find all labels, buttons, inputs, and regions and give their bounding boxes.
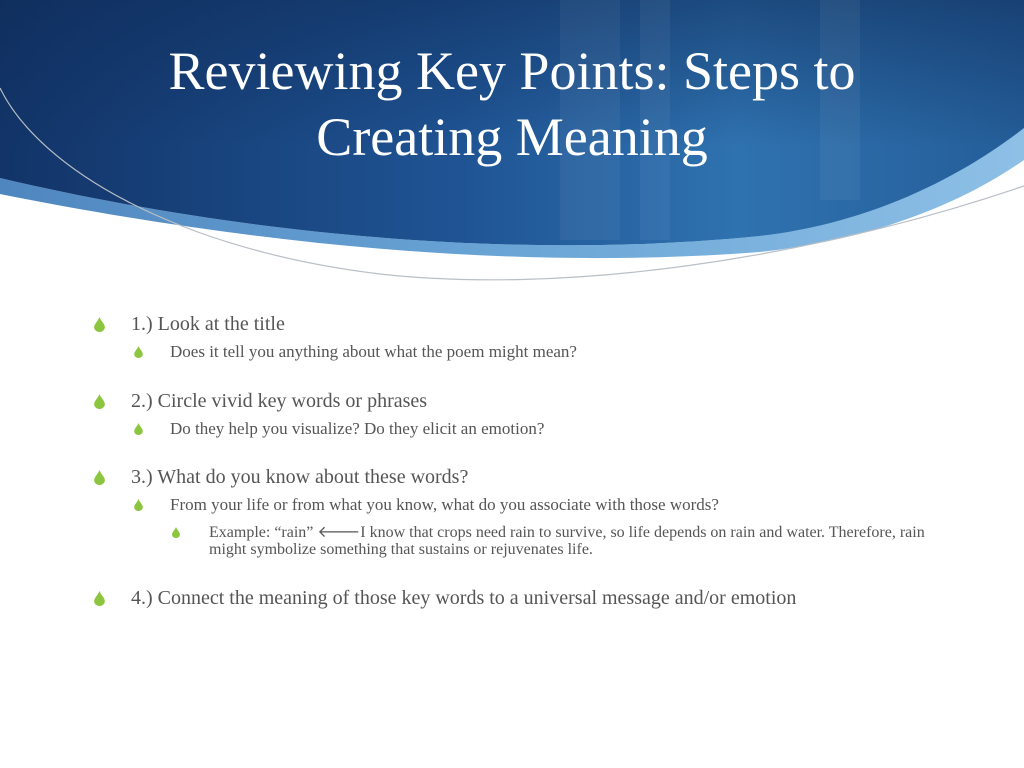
droplet-bullet-icon (134, 499, 143, 511)
list-item (0, 586, 1024, 612)
droplet-bullet-icon (94, 470, 105, 485)
slide-title: Reviewing Key Points: Steps to Creating Meaning (168, 41, 856, 167)
droplet-bullet-icon (94, 317, 105, 332)
bullet-text: 2.) Circle vivid key words or phrases (131, 390, 428, 412)
bullet-text: 3.) What do you know about these words? (131, 466, 469, 488)
bullet-text: Example: “rain” 🡐I know that crops need rain to survive, so life depends on rain and water. Therefore, rain might symbolize something that sustains or rejuvenates life. (209, 524, 925, 558)
bullet-text: 4.) Connect the meaning of those key words to a universal message and/or emotion (131, 587, 797, 609)
droplet-bullet-icon (94, 591, 105, 606)
list-item (0, 389, 1024, 415)
droplet-bullet-icon (94, 394, 105, 409)
list-item (0, 342, 1024, 364)
bullet-text: Does it tell you anything about what the poem might mean? (170, 342, 577, 361)
bullet-text: Do they help you visualize? Do they elicit an emotion? (170, 419, 545, 438)
droplet-bullet-icon (134, 423, 143, 435)
list-item (0, 495, 1024, 517)
list-item (0, 524, 1024, 562)
bullet-text: From your life or from what you know, what do you associate with those words? (170, 495, 719, 514)
droplet-bullet-icon (134, 346, 143, 358)
droplet-bullet-icon (172, 527, 180, 538)
list-item (0, 465, 1024, 491)
list-item (0, 312, 1024, 338)
bullet-text: 1.) Look at the title (131, 313, 285, 335)
list-item (0, 419, 1024, 441)
